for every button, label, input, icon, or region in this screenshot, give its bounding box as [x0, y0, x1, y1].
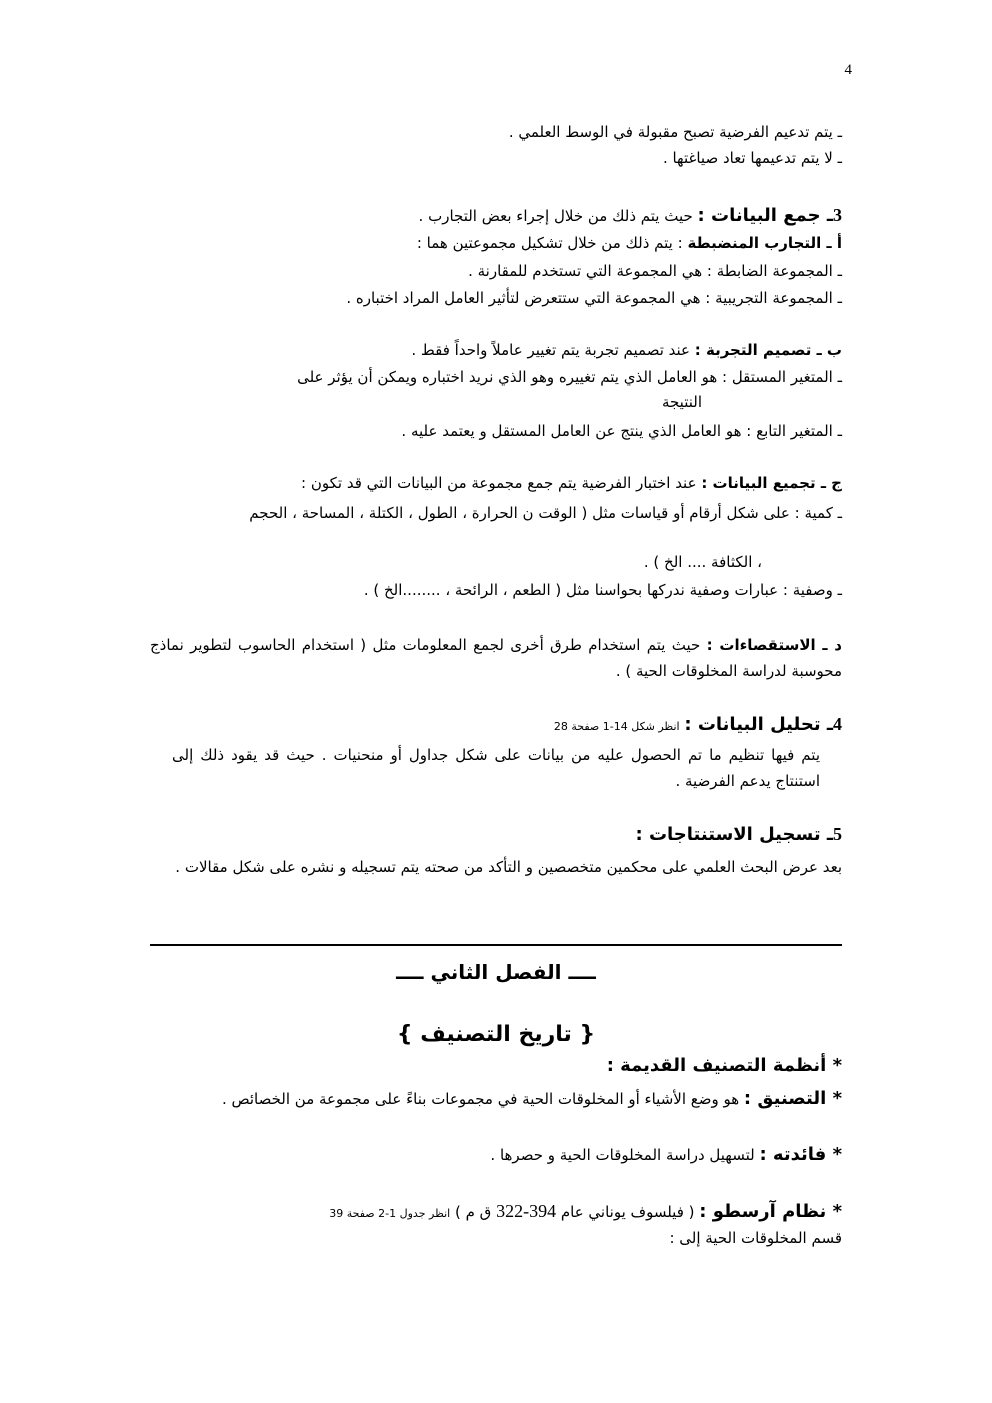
independent-variable: ـ المتغير المستقل : هو العامل الذي يتم تغييره وهو الذي نريد اختباره ويمكن أن يؤثر على: [297, 368, 842, 386]
qualitative-data: ـ وصفية : عبارات وصفية ندركها بحواسنا مثل ( الطعم ، الرائحة ، ........الخ ) .: [363, 581, 842, 599]
controlled-experiments: [417, 233, 842, 253]
classification-benefit-label: * فائدته :: [759, 1144, 842, 1165]
section-3-heading: [419, 203, 842, 228]
investigations: [150, 632, 842, 684]
investigations-text: حيث يتم استخدام طرق أخرى لجمع المعلومات مثل ( استخدام الحاسوب لتطوير نماذج محوسبة لدراسة المخلوقات الحية ) .: [150, 636, 842, 680]
quantitative-data-cont: ، الكثافة .... الخ ) .: [643, 553, 762, 571]
quantitative-data: ـ كمية : على شكل أرقام أو قياسات مثل ( الوقت ن الحرارة ، الطول ، الكتلة ، المساحة ، الحجم: [249, 504, 842, 522]
experimental-group: ـ المجموعة التجريبية : هي المجموعة التي ستتعرض لتأثير العامل المراد اختباره .: [346, 289, 842, 307]
section-5-number: 5: [833, 824, 842, 844]
experiment-design-text: عند تصميم تجربة يتم تغيير عاملاً واحداً فقط .: [411, 341, 695, 359]
section-4-figure-reference: انظر شكل 14-1 صفحة 28: [553, 720, 680, 733]
classification-definition: [190, 1086, 842, 1112]
aristotle-system: [329, 1198, 842, 1227]
data-collection-label: ج ـ تجميع البيانات :: [701, 474, 842, 492]
controlled-experiments-text: : يتم ذلك من خلال تشكيل مجموعتين هما :: [416, 234, 688, 252]
section-4-title: ـ تحليل البيانات :: [684, 714, 833, 735]
section-4-number: 4: [833, 714, 842, 734]
dependent-variable: ـ المتغير التابع : هو العامل الذي ينتج عن العامل المستقل و يعتمد عليه .: [401, 422, 842, 440]
classification-benefit: [490, 1143, 842, 1167]
classification-definition-label: * التصنيق :: [743, 1088, 842, 1109]
section-3-number: 3: [833, 205, 842, 225]
aristotle-system-pre: ( فيلسوف يوناني عام: [556, 1203, 700, 1221]
control-group: ـ المجموعة الضابطة : هي المجموعة التي تستخدم للمقارنة .: [468, 262, 842, 280]
section-5-heading: [635, 822, 842, 847]
investigations-label: د ـ الاستقصاءات :: [706, 636, 842, 654]
data-collection: [301, 473, 842, 493]
controlled-experiments-label: أ ـ التجارب المنضبطة: [687, 234, 842, 252]
section-4-heading: [554, 712, 842, 739]
section-3-title: ـ جمع البيانات :: [697, 205, 833, 226]
aristotle-table-reference: انظر جدول 1-2 صفحة 39: [329, 1207, 451, 1220]
ancient-systems-heading: * أنظمة التصنيف القديمة :: [606, 1055, 842, 1076]
classification-benefit-text: لتسهيل دراسة المخلوقات الحية و حصرها .: [490, 1146, 760, 1164]
aristotle-system-label: * نظام آرسطو :: [699, 1201, 842, 1222]
aristotle-divided: قسم المخلوقات الحية إلى :: [669, 1229, 842, 1247]
chapter-subtitle: { تاريخ التصنيف }: [396, 1022, 596, 1047]
aristotle-years: 322-394: [496, 1201, 557, 1221]
intro-line-2: ـ لا يتم تدعيمها تعاد صياغتها .: [662, 149, 842, 167]
chapter-title: ــــ الفصل الثاني ــــ: [396, 960, 596, 984]
experiment-design: [411, 340, 842, 360]
page-number: 4: [844, 62, 852, 78]
experiment-design-label: ب ـ تصميم التجربة :: [694, 341, 842, 359]
independent-variable-cont: النتيجة: [661, 393, 702, 411]
data-collection-text: عند اختبار الفرضية يتم جمع مجموعة من البيانات التي قد تكون :: [301, 474, 702, 492]
horizontal-divider: [150, 944, 842, 946]
section-5-text: بعد عرض البحث العلمي على محكمين متخصصين و التأكد من صحته يتم تسجيله و نشره على شكل مقالات .: [175, 858, 842, 876]
section-5-title: ـ تسجيل الاستنتاجات :: [635, 824, 833, 845]
classification-definition-text: هو وضع الأشياء أو المخلوقات الحية في مجموعات بناءً على مجموعة من الخصائص .: [221, 1090, 744, 1108]
section-4-text: يتم فيها تنظيم ما تم الحصول عليه من بيانات على شكل جداول أو منحنيات . حيث قد يقود ذلك إلى استنتاج يدعم الفرضية .: [172, 746, 820, 790]
aristotle-system-post: ق م ): [450, 1203, 497, 1221]
intro-line-1: ـ يتم تدعيم الفرضية تصبح مقبولة في الوسط العلمي .: [508, 123, 842, 141]
section-3-text: حيث يتم ذلك من خلال إجراء بعض التجارب .: [418, 207, 698, 225]
